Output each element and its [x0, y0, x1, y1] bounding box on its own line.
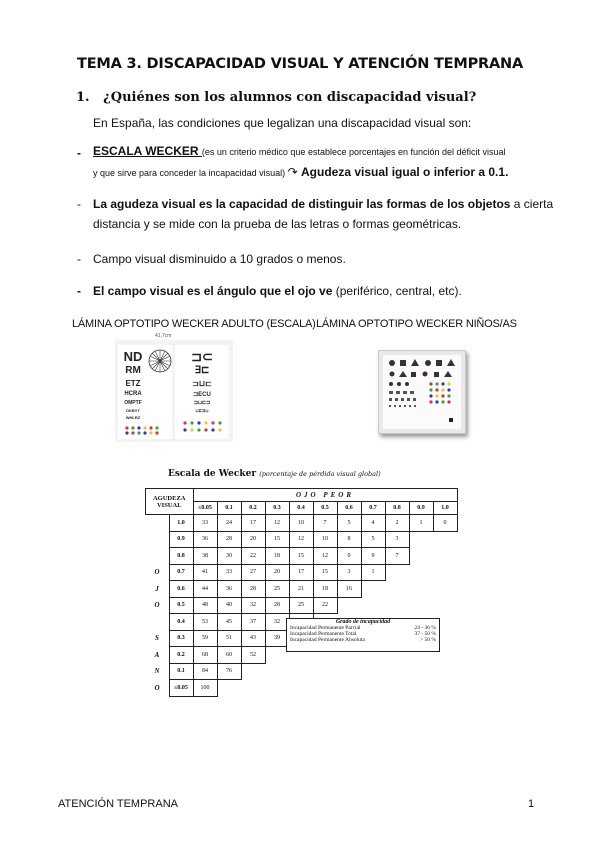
row-label: 0.1 — [169, 663, 193, 680]
symbol-row: ⊐ECU — [193, 392, 211, 398]
table-cell: 43 — [241, 630, 265, 647]
table-cell: 41 — [193, 564, 217, 581]
symbol-row: ∃⊏ — [194, 365, 210, 376]
legend-value: 24 - 36 % — [414, 625, 436, 631]
ojo-sano-letter: S — [155, 634, 159, 643]
table-cell: 3 — [337, 564, 361, 581]
caption-kids: LÁMINA OPTOTIPO WECKER NIÑOS/AS — [316, 318, 517, 330]
ojo-sano-letter — [146, 548, 170, 565]
wecker-condition: Agudeza visual igual o inferior a 0.1. — [301, 165, 509, 179]
ojo-sano-letter: O — [154, 683, 160, 692]
page-title: TEMA 3. DISCAPACIDAD VISUAL Y ATENCIÓN TEMPRANA — [77, 56, 523, 72]
empty-cell — [385, 663, 409, 680]
row-label: 0.8 — [169, 548, 193, 565]
table-row — [146, 515, 458, 532]
color-dots-icon — [124, 425, 168, 435]
empty-cell — [433, 581, 457, 598]
table-cell: 30 — [217, 548, 241, 565]
table-cell: 10 — [313, 531, 337, 548]
lightbox-face — [383, 355, 461, 429]
kids-symbols-icon — [383, 355, 461, 429]
column-header: 0.3 — [265, 502, 289, 515]
bullet-campo: Campo visual disminuido a 10 grados o menos. — [93, 252, 346, 266]
table-row — [146, 663, 458, 680]
symbols-panel — [175, 345, 229, 439]
empty-cell — [361, 597, 385, 614]
column-header: 0.7 — [361, 502, 385, 515]
empty-cell — [409, 548, 433, 565]
empty-cell — [385, 564, 409, 581]
empty-cell — [361, 581, 385, 598]
table-row — [146, 564, 458, 581]
table-cell: 51 — [217, 630, 241, 647]
column-header-row — [146, 502, 458, 515]
empty-cell — [409, 581, 433, 598]
intro-text: En España, las condiciones que legalizan una discapacidad visual son: — [93, 116, 472, 130]
row-label: 0.6 — [169, 581, 193, 598]
table-cell: 17 — [289, 564, 313, 581]
table-cell: 76 — [217, 663, 241, 680]
symbol-row: ⊐⊂ — [191, 349, 213, 364]
wecker-desc-2: y que sirve para conceder la incapacidad visual) — [93, 168, 288, 178]
ojo-sano-letter — [146, 614, 170, 631]
table-cell: 53 — [193, 614, 217, 631]
table-cell: 48 — [193, 597, 217, 614]
table-cell: 28 — [241, 581, 265, 598]
empty-cell — [337, 663, 361, 680]
table-cell: 39 — [265, 630, 289, 647]
empty-cell — [409, 680, 433, 697]
empty-cell — [433, 597, 457, 614]
table-cell: 25 — [265, 581, 289, 598]
wecker-title — [168, 469, 381, 479]
table-cell: 68 — [193, 647, 217, 664]
table-cell: 40 — [217, 597, 241, 614]
table-cell: 0 — [337, 548, 361, 565]
row-label: ≤0.05 — [169, 680, 193, 697]
wecker-subtitle: (porcentaje de pérdida visual global) — [259, 470, 381, 478]
question-heading — [76, 90, 476, 105]
empty-cell — [361, 663, 385, 680]
legend-value: > 50 % — [420, 637, 436, 643]
table-cell: 0 — [433, 515, 457, 532]
row-label: 0.9 — [169, 531, 193, 548]
table-cell: 7 — [313, 515, 337, 532]
table-cell: 38 — [193, 548, 217, 565]
table-cell: 32 — [265, 614, 289, 631]
empty-cell — [265, 663, 289, 680]
wecker-title-text: Escala de Wecker — [168, 469, 257, 479]
legend-label: Incapacidad Permanente Total — [290, 631, 357, 637]
color-dots-icon — [181, 419, 225, 435]
wecker-desc-1: (es un criterio médico que establece porcentajes en función del déficit visual — [201, 147, 506, 157]
ojo-peor-header: OJO PEOR — [193, 489, 457, 502]
caption-adult: LÁMINA OPTOTIPO WECKER ADULTO (ESCALA) — [72, 318, 316, 330]
empty-cell — [385, 597, 409, 614]
table-cell: 33 — [217, 564, 241, 581]
ojo-sano-letter — [146, 515, 170, 532]
table-cell: 2 — [385, 515, 409, 532]
table-row — [146, 680, 458, 697]
table-row — [146, 548, 458, 565]
wecker-term: ESCALA WECKER — [93, 144, 202, 158]
row-label: 0.3 — [169, 630, 193, 647]
wecker-body — [146, 515, 458, 697]
row-label: 0.5 — [169, 597, 193, 614]
legend-title: Grado de incapacidad — [335, 619, 391, 625]
table-cell: 24 — [217, 515, 241, 532]
table-cell: 33 — [193, 515, 217, 532]
table-cell: 25 — [289, 597, 313, 614]
bullet-campo-def — [93, 281, 563, 301]
table-cell: 45 — [217, 614, 241, 631]
table-cell: 100 — [193, 680, 217, 697]
table-cell: 3 — [385, 531, 409, 548]
legend-row — [287, 637, 439, 643]
letter-row: OMPTF — [124, 400, 142, 406]
astigmatism-dial-icon — [148, 349, 172, 373]
empty-cell — [433, 548, 457, 565]
table-row — [146, 597, 458, 614]
table-cell: 36 — [193, 531, 217, 548]
column-header: 0.5 — [313, 502, 337, 515]
empty-cell — [241, 680, 265, 697]
column-header: 0.9 — [409, 502, 433, 515]
empty-cell — [313, 663, 337, 680]
empty-cell — [361, 680, 385, 697]
letter-row: WHLRZ — [125, 415, 141, 420]
lightbox — [378, 350, 466, 434]
page-number: 1 — [528, 798, 535, 810]
arrow-icon: ↷ — [287, 165, 298, 179]
bullet-dash: - — [77, 146, 81, 160]
table-cell: 18 — [265, 548, 289, 565]
empty-cell — [265, 680, 289, 697]
table-cell: 28 — [217, 531, 241, 548]
agudeza-line2: distancia y se mide con la prueba de las letras o formas geométricas. — [93, 217, 462, 231]
empty-cell — [289, 680, 313, 697]
row-label: 0.2 — [169, 647, 193, 664]
table-row — [146, 531, 458, 548]
bullet-wecker — [93, 141, 563, 183]
bullet-dash: - — [77, 284, 81, 298]
table-cell: 8 — [337, 531, 361, 548]
wecker-table — [145, 488, 458, 697]
column-header: 0.1 — [217, 502, 241, 515]
row-label: 0.4 — [169, 614, 193, 631]
symbol-row: ⊐⊔⊏ — [192, 379, 212, 388]
empty-cell — [217, 680, 241, 697]
campo-bold: El campo visual es el ángulo que el ojo ve — [93, 284, 333, 298]
ojo-sano-letter: O — [154, 601, 160, 610]
table-cell: 36 — [217, 581, 241, 598]
table-cell: 1 — [361, 564, 385, 581]
table-cell: 21 — [289, 581, 313, 598]
empty-cell — [409, 531, 433, 548]
row-label: 0.7 — [169, 564, 193, 581]
legend-label: Incapacidad Permanente Absoluta — [290, 637, 365, 643]
agudeza-corner: AGUDEZA VISUAL — [146, 489, 194, 515]
ojo-sano-letter: O — [154, 568, 160, 577]
letter-row: ND — [123, 349, 143, 364]
adult-optotype-chart — [115, 333, 233, 442]
row-label: 1.0 — [169, 515, 193, 532]
empty-cell — [433, 564, 457, 581]
letter-row: ETZ — [125, 379, 141, 388]
column-header: 0.8 — [385, 502, 409, 515]
table-cell: 44 — [193, 581, 217, 598]
table-row — [146, 581, 458, 598]
table-cell: 17 — [241, 515, 265, 532]
empty-cell — [313, 680, 337, 697]
table-cell: 1 — [409, 515, 433, 532]
table-cell: 7 — [385, 548, 409, 565]
chart-dimension: 41,7cm — [155, 333, 172, 339]
table-cell: 60 — [217, 647, 241, 664]
letters-panel — [118, 345, 172, 439]
bullet-dash: - — [77, 252, 81, 266]
symbol-row: ⊐⊔⊏⊐ — [193, 400, 211, 406]
table-cell: 15 — [289, 548, 313, 565]
table-cell: 22 — [313, 597, 337, 614]
letter-row: DKBYT — [126, 408, 140, 413]
table-cell: 12 — [289, 531, 313, 548]
column-header: 0.4 — [289, 502, 313, 515]
table-cell: 4 — [361, 515, 385, 532]
table-cell: 12 — [313, 548, 337, 565]
column-header: 0.2 — [241, 502, 265, 515]
empty-cell — [409, 597, 433, 614]
table-cell: 10 — [289, 515, 313, 532]
legend-value: 37 - 50 % — [414, 631, 436, 637]
table-cell: 59 — [193, 630, 217, 647]
agudeza-rest: a cierta — [510, 197, 554, 211]
table-cell: 22 — [241, 548, 265, 565]
table-cell: 5 — [337, 515, 361, 532]
empty-cell — [433, 680, 457, 697]
table-cell: 20 — [241, 531, 265, 548]
campo-rest: (periférico, central, etc). — [332, 284, 462, 298]
table-cell: 28 — [265, 597, 289, 614]
table-cell: 20 — [265, 564, 289, 581]
question-text: ¿Quiénes son los alumnos con discapacidad visual? — [103, 90, 477, 105]
empty-cell — [289, 663, 313, 680]
table-cell: 15 — [265, 531, 289, 548]
symbol-row: ⊔⊏⊐⊔ — [195, 408, 209, 413]
table-cell: 16 — [337, 581, 361, 598]
bullet-dash: - — [77, 197, 81, 211]
table-cell: 12 — [265, 515, 289, 532]
empty-cell — [385, 581, 409, 598]
ojo-sano-letter: J — [155, 584, 159, 593]
empty-cell — [337, 680, 361, 697]
column-header: 1.0 — [433, 502, 457, 515]
agudeza-bold: La agudeza visual es la capacidad de distinguir las formas de los objetos — [93, 197, 511, 211]
table-cell: 37 — [241, 614, 265, 631]
bullet-agudeza — [93, 194, 563, 234]
column-header: 0.6 — [337, 502, 361, 515]
table-cell: 52 — [241, 647, 265, 664]
empty-cell — [337, 597, 361, 614]
table-cell: 18 — [313, 581, 337, 598]
kids-optotype-chart — [373, 345, 470, 438]
letter-row: HCRA — [124, 391, 142, 397]
empty-cell — [433, 663, 457, 680]
footer-left: ATENCIÓN TEMPRANA — [58, 798, 178, 810]
ojo-sano-letter — [146, 531, 170, 548]
empty-cell — [409, 564, 433, 581]
table-cell: 32 — [241, 597, 265, 614]
empty-cell — [409, 663, 433, 680]
table-cell: 5 — [361, 531, 385, 548]
empty-cell — [385, 680, 409, 697]
question-number: 1. — [76, 90, 90, 105]
table-cell: 84 — [193, 663, 217, 680]
ojo-sano-letter: N — [154, 667, 160, 676]
table-cell: 9 — [361, 548, 385, 565]
legend-label: Incapacidad Permanente Parcial — [290, 625, 361, 631]
column-header: ≤0.05 — [193, 502, 217, 515]
table-cell: 15 — [313, 564, 337, 581]
empty-cell — [433, 531, 457, 548]
incapacity-legend — [286, 618, 440, 652]
ojo-sano-letter: A — [154, 650, 160, 659]
empty-cell — [241, 663, 265, 680]
table-cell: 27 — [241, 564, 265, 581]
letter-row: RM — [125, 365, 141, 376]
